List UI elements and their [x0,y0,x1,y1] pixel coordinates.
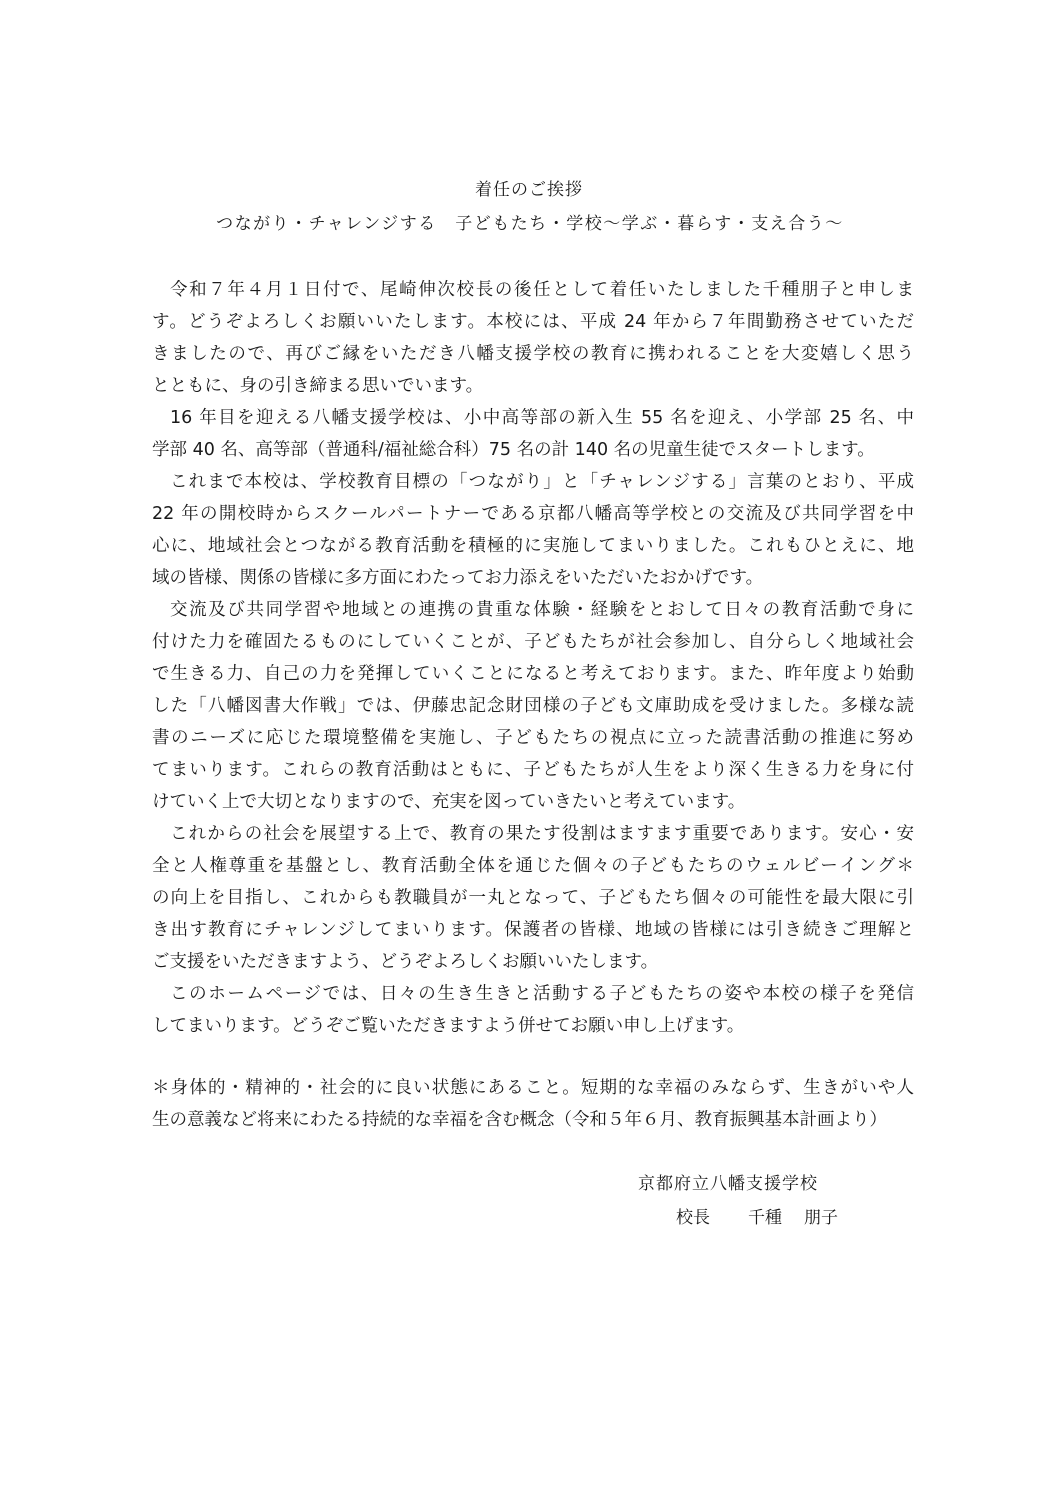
paragraph-line: す。どうぞよろしくお願いいたします。本校には、平成 24 年から７年間勤務させていただ [152,312,914,332]
paragraph-line: ご支援をいただきますよう、どうぞよろしくお願いいたします。 [152,952,659,972]
paragraph-line: で生きる力、自己の力を発揮していくことになると考えております。また、昨年度より始動 [152,664,914,684]
paragraph-line: した「八幡図書大作戦」では、伊藤忠記念財団様の子ども文庫助成を受けました。多様な読 [152,696,914,716]
paragraph-line: 22 年の開校時からスクールパートナーである京都八幡高等学校との交流及び共同学習を中 [152,504,914,524]
paragraph-line: 書のニーズに応じた環境整備を実施し、子どもたちの視点に立った読書活動の推進に努め [152,728,914,748]
paragraph-line: とともに、身の引き締まる思いでいます。 [152,376,484,396]
school-name: 京都府立八幡支援学校 [638,1174,818,1194]
paragraph-line: 心に、地域社会とつながる教育活動を積極的に実施してまいりました。これもひとえに、地 [152,536,914,556]
paragraph-line: てまいります。これらの教育活動はともに、子どもたちが人生をより深く生きる力を身に付 [152,760,914,780]
paragraph-line: してまいります。どうぞご覧いただきますよう併せてお願い申し上げます。 [152,1016,745,1036]
paragraph-line: きましたので、再びご縁をいただき八幡支援学校の教育に携われることを大変嬉しく思う [152,344,914,364]
principal-line [676,1206,838,1230]
paragraph-line: 16 年目を迎える八幡支援学校は、小中高等部の新入生 55 名を迎え、小学部 25 名、中 [170,408,914,428]
document-title: 着任のご挨拶 [475,180,583,200]
document-subtitle: つながり・チャレンジする 子どもたち・学校～学ぶ・暮らす・支え合う～ [216,214,844,234]
principal-role: 校長 [676,1208,710,1228]
greeting-body [152,274,914,1042]
paragraph-line: 域の皆様、関係の皆様に多方面にわたってお力添えをいただいたおかげです。 [152,568,764,588]
paragraph-line: 付けた力を確固たるものにしていくことが、子どもたちが社会参加し、自分らしく地域社会 [152,632,914,652]
footnote [152,1072,914,1136]
footnote-line: ＊身体的・精神的・社会的に良い状態にあること。短期的な幸福のみならず、生きがいや人 [152,1078,914,1098]
principal-surname: 千種 [748,1208,782,1228]
paragraph-line: このホームページでは、日々の生き生きと活動する子どもたちの姿や本校の様子を発信 [170,984,914,1004]
paragraph-line: 交流及び共同学習や地域との連携の貴重な体験・経験をとおして日々の教育活動で身に [170,600,914,620]
paragraph-line: これからの社会を展望する上で、教育の果たす役割はますます重要であります。安心・安 [170,824,914,844]
paragraph-line: 学部 40 名、高等部（普通科/福祉総合科）75 名の計 140 名の児童生徒でスタートします。 [152,440,875,460]
paragraph-line: これまで本校は、学校教育目標の「つながり」と「チャレンジする」言葉のとおり、平成 [170,472,914,492]
paragraph-line: き出す教育にチャレンジしてまいります。保護者の皆様、地域の皆様には引き続きご理解と [152,920,914,940]
paragraph-line: 全と人権尊重を基盤とし、教育活動全体を通じた個々の子どもたちのウェルビーイング＊ [152,856,914,876]
paragraph-line: けていく上で大切となりますので、充実を図っていきたいと考えています。 [152,792,746,812]
principal-given-name: 朋子 [804,1208,838,1228]
footnote-line: 生の意義など将来にわたる持続的な幸福を含む概念（令和５年６月、教育振興基本計画より） [152,1110,887,1130]
paragraph-line: の向上を目指し、これからも教職員が一丸となって、子どもたち個々の可能性を最大限に引 [152,888,914,908]
paragraph-line: 令和７年４月１日付で、尾崎伸次校長の後任として着任いたしました千種朋子と申しま [170,280,914,300]
